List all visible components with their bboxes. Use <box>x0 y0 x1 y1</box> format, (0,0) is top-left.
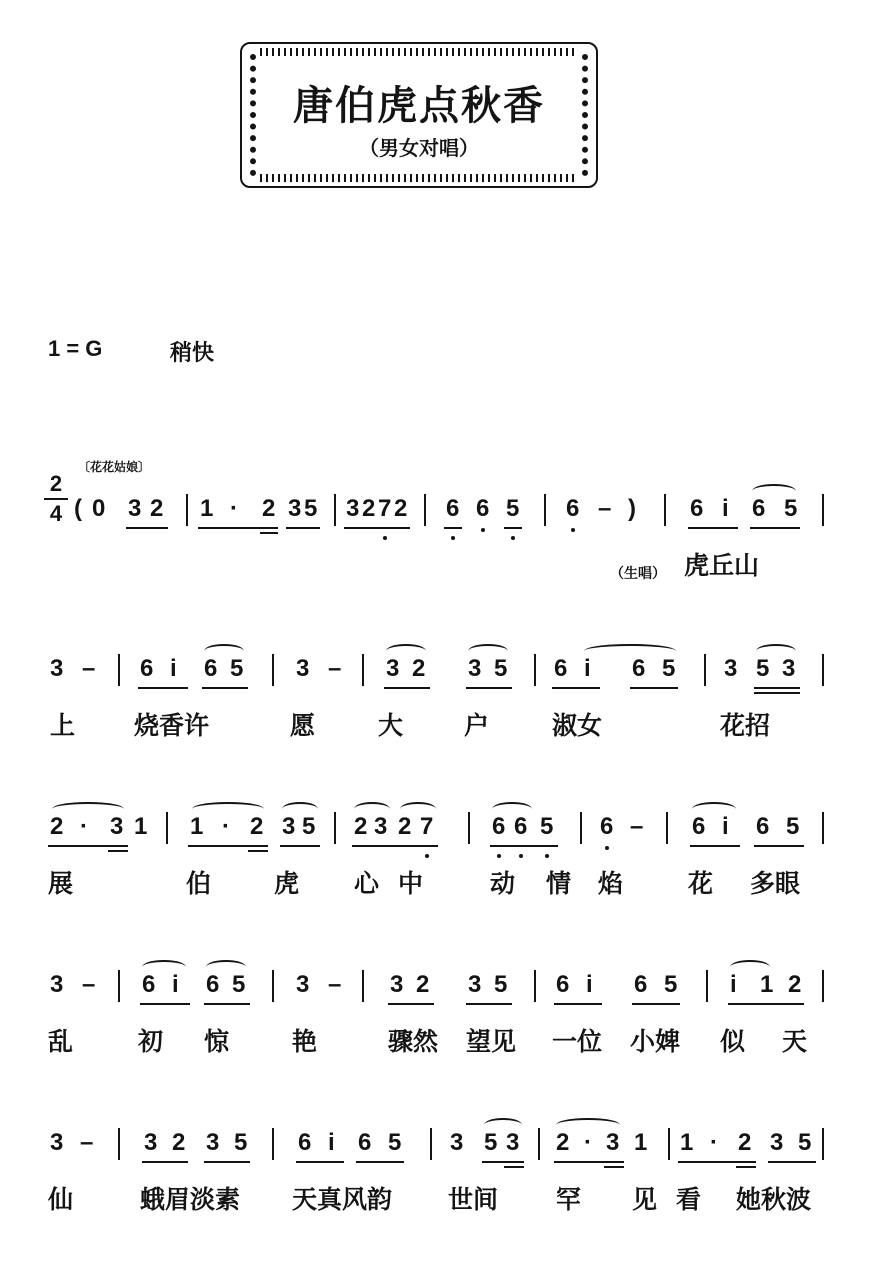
lyric: 焰 <box>598 869 624 898</box>
note: 3 <box>506 1129 520 1156</box>
note: 6 <box>566 495 580 522</box>
melody-line-5 <box>0 1120 872 1180</box>
note: 5 <box>540 813 554 840</box>
barline <box>580 812 582 844</box>
note: – <box>328 971 342 998</box>
note: 2 <box>172 1129 186 1156</box>
underline <box>286 527 320 529</box>
underline <box>466 1003 512 1005</box>
lyric: 世间 <box>448 1185 499 1214</box>
underline <box>204 1003 250 1005</box>
barline <box>822 494 824 526</box>
lyric: 淑女 <box>552 711 603 740</box>
slur <box>492 802 532 816</box>
barline <box>704 654 706 686</box>
note: 5 <box>388 1129 402 1156</box>
lyric: 似 <box>720 1027 746 1056</box>
barline <box>664 494 666 526</box>
note: – <box>82 655 96 682</box>
note: i <box>584 655 591 682</box>
note: 6 <box>298 1129 312 1156</box>
underline <box>630 687 678 689</box>
underline <box>260 532 278 534</box>
underline <box>204 1161 250 1163</box>
score-line-4 <box>0 962 872 1122</box>
underline <box>504 527 522 529</box>
melody-line-2 <box>0 646 872 706</box>
octave-dot <box>605 846 609 850</box>
barline <box>186 494 188 526</box>
note: 5 <box>494 655 508 682</box>
note: 3 <box>606 1129 620 1156</box>
slur <box>468 644 508 658</box>
melody-line-3 <box>0 804 872 864</box>
note: ) <box>628 495 636 522</box>
tempo-marking: 稍快 <box>170 341 215 366</box>
note: 3 <box>374 813 388 840</box>
note: 6 <box>514 813 528 840</box>
note: i <box>722 495 729 522</box>
slur <box>142 960 186 974</box>
note: 6 <box>632 655 646 682</box>
barline <box>538 1128 540 1160</box>
slur <box>752 484 796 498</box>
note: 5 <box>232 971 246 998</box>
slur <box>484 1118 522 1132</box>
underline <box>466 687 512 689</box>
underline <box>736 1166 756 1168</box>
note: i <box>586 971 593 998</box>
underline <box>108 850 128 852</box>
note: 3 <box>296 971 310 998</box>
note: 6 <box>556 971 570 998</box>
note: 5 <box>664 971 678 998</box>
note: · <box>584 1129 592 1156</box>
note: 3 <box>782 655 796 682</box>
note: i <box>170 655 177 682</box>
note: 2 <box>150 495 164 522</box>
underline <box>490 845 558 847</box>
underline <box>48 845 128 847</box>
note: 2 <box>788 971 802 998</box>
interlude-label: 〔花花姑娘〕 <box>78 460 151 474</box>
lyric: 愿 <box>290 711 316 740</box>
note: · <box>230 495 238 522</box>
barline <box>822 970 824 1002</box>
barline <box>706 970 708 1002</box>
underline <box>690 845 740 847</box>
note: i <box>328 1129 335 1156</box>
barline <box>166 812 168 844</box>
underline <box>296 1161 344 1163</box>
note: – <box>328 655 342 682</box>
note: ( <box>74 495 82 522</box>
underline <box>504 1166 524 1168</box>
underline <box>768 1161 816 1163</box>
barline <box>362 970 364 1002</box>
note: 1 <box>200 495 214 522</box>
lyric: 一位 <box>552 1027 603 1056</box>
lyric: 动 <box>490 869 516 898</box>
slur <box>206 960 246 974</box>
octave-dot <box>519 854 523 858</box>
note: 2 <box>262 495 276 522</box>
note: 6 <box>204 655 218 682</box>
note: 5 <box>798 1129 812 1156</box>
barline <box>272 1128 274 1160</box>
barline <box>666 812 668 844</box>
lyric: 上 <box>50 711 76 740</box>
singer-label: （生唱） <box>610 566 666 582</box>
note: 3 <box>390 971 404 998</box>
lyric: 罕 <box>556 1185 582 1214</box>
underline <box>728 1003 804 1005</box>
lyric: 户 <box>464 711 490 740</box>
slur <box>584 644 676 658</box>
note: i <box>172 971 179 998</box>
octave-dot <box>451 536 455 540</box>
slur <box>400 802 436 816</box>
note: 3 <box>770 1129 784 1156</box>
underline <box>388 1003 434 1005</box>
note: 6 <box>142 971 156 998</box>
note: 6 <box>206 971 220 998</box>
barline <box>534 654 536 686</box>
note: 3 <box>386 655 400 682</box>
lyric: 花招 <box>720 711 771 740</box>
lyric: 天真风韵 <box>292 1185 393 1214</box>
note: 2 <box>354 813 368 840</box>
underline <box>248 850 268 852</box>
slur <box>386 644 426 658</box>
barline <box>334 812 336 844</box>
note: 3 <box>724 655 738 682</box>
underline <box>754 687 800 689</box>
slur <box>730 960 770 974</box>
note: 7 <box>420 813 434 840</box>
note: 5 <box>784 495 798 522</box>
note: 2 <box>394 495 408 522</box>
note: 5 <box>484 1129 498 1156</box>
lyric: 蛾眉淡素 <box>140 1185 241 1214</box>
lyric: 惊 <box>204 1027 230 1056</box>
note: 6 <box>692 813 706 840</box>
barline <box>118 654 120 686</box>
barline <box>430 1128 432 1160</box>
lyric: 烧香许 <box>134 711 210 740</box>
underline <box>552 687 600 689</box>
note: 3 <box>206 1129 220 1156</box>
note: 7 <box>378 495 392 522</box>
barline <box>424 494 426 526</box>
lyric: 大 <box>378 711 404 740</box>
slur <box>52 802 124 816</box>
song-subtitle: （男女对唱） <box>359 136 479 160</box>
lyric: 心 <box>354 869 380 898</box>
slur <box>192 802 264 816</box>
underline <box>126 527 168 529</box>
lyric: 天 <box>782 1027 808 1056</box>
lyric: 艳 <box>292 1027 318 1056</box>
underline <box>750 527 800 529</box>
slur <box>282 802 318 816</box>
slur <box>692 802 736 816</box>
barline <box>272 970 274 1002</box>
note: 5 <box>786 813 800 840</box>
time-signature-top: 2 <box>49 471 63 496</box>
note: 6 <box>492 813 506 840</box>
note: 3 <box>282 813 296 840</box>
underline <box>188 845 268 847</box>
barline <box>362 654 364 686</box>
melody-line-4 <box>0 962 872 1022</box>
underline <box>482 1161 524 1163</box>
note: 3 <box>288 495 302 522</box>
note: 1 <box>134 813 148 840</box>
octave-dot <box>497 854 501 858</box>
song-title: 唐伯虎点秋香 <box>293 83 545 129</box>
lyric: 骤然 <box>388 1027 439 1056</box>
note: 2 <box>556 1129 570 1156</box>
underline <box>202 687 248 689</box>
score-line-3 <box>0 804 872 964</box>
title-ornament-bottom <box>260 174 578 182</box>
slur <box>354 802 390 816</box>
lyric: 乱 <box>48 1027 74 1056</box>
octave-dot <box>571 528 575 532</box>
underline <box>444 527 462 529</box>
note: 5 <box>302 813 316 840</box>
lyric: 小婢 <box>630 1027 681 1056</box>
lyric: 虎 <box>274 869 300 898</box>
note: 6 <box>446 495 460 522</box>
note: – <box>80 1129 94 1156</box>
note: 3 <box>450 1129 464 1156</box>
underline <box>754 845 804 847</box>
note: 3 <box>296 655 310 682</box>
lyric: 初 <box>138 1027 164 1056</box>
note: 1 <box>760 971 774 998</box>
barline <box>272 654 274 686</box>
underline <box>554 1161 624 1163</box>
note: 6 <box>600 813 614 840</box>
time-signature-bottom: 4 <box>49 501 63 526</box>
underline <box>344 527 410 529</box>
lyric: 花 <box>688 869 714 898</box>
note: 5 <box>756 655 770 682</box>
note: 3 <box>346 495 360 522</box>
slur <box>556 1118 620 1132</box>
note: 6 <box>752 495 766 522</box>
note: 1 <box>634 1129 648 1156</box>
melody-line-1 <box>0 486 872 546</box>
lyric: 望见 <box>466 1027 517 1056</box>
octave-dot <box>545 854 549 858</box>
underline <box>554 1003 602 1005</box>
note: 5 <box>304 495 318 522</box>
note: 6 <box>690 495 704 522</box>
lyric: 多眼 <box>750 869 801 898</box>
note: · <box>80 813 88 840</box>
note: 6 <box>476 495 490 522</box>
lyric: 看 <box>676 1185 702 1214</box>
lyric: 伯 <box>186 869 212 898</box>
note: 1 <box>190 813 204 840</box>
note: i <box>722 813 729 840</box>
note: · <box>222 813 230 840</box>
underline <box>352 845 438 847</box>
octave-dot <box>383 536 387 540</box>
barline <box>822 654 824 686</box>
note: · <box>710 1129 718 1156</box>
note: 6 <box>140 655 154 682</box>
note: 3 <box>50 1129 64 1156</box>
note: 1 <box>680 1129 694 1156</box>
underline <box>604 1166 624 1168</box>
score-line-1 <box>0 486 872 646</box>
note: 2 <box>362 495 376 522</box>
note: 6 <box>634 971 648 998</box>
lyric: 情 <box>546 869 572 898</box>
barline <box>544 494 546 526</box>
note: 2 <box>412 655 426 682</box>
lyric: 展 <box>48 869 74 898</box>
lyric: 虎丘山 <box>684 551 760 580</box>
note: 2 <box>398 813 412 840</box>
barline <box>468 812 470 844</box>
note: 2 <box>738 1129 752 1156</box>
slur <box>204 644 244 658</box>
lyric: 仙 <box>48 1185 74 1214</box>
note: – <box>82 971 96 998</box>
note: – <box>630 813 644 840</box>
underline <box>632 1003 680 1005</box>
note: 3 <box>144 1129 158 1156</box>
lyric: 中 <box>398 869 424 898</box>
underline <box>678 1161 756 1163</box>
barline <box>534 970 536 1002</box>
barline <box>668 1128 670 1160</box>
note: 5 <box>230 655 244 682</box>
underline <box>140 1003 190 1005</box>
octave-dot <box>481 528 485 532</box>
note: 5 <box>494 971 508 998</box>
octave-dot <box>511 536 515 540</box>
note: – <box>598 495 612 522</box>
barline <box>334 494 336 526</box>
note: 0 <box>92 495 106 522</box>
note: 3 <box>468 971 482 998</box>
note: 5 <box>662 655 676 682</box>
barline <box>822 1128 824 1160</box>
underline <box>384 687 430 689</box>
note: 5 <box>506 495 520 522</box>
underline <box>198 527 278 529</box>
note: 6 <box>554 655 568 682</box>
title-frame <box>240 42 598 188</box>
key-signature: 1 = G <box>48 336 103 361</box>
underline <box>754 692 800 694</box>
note: 6 <box>358 1129 372 1156</box>
underline <box>142 1161 188 1163</box>
note: 3 <box>50 971 64 998</box>
note: 2 <box>250 813 264 840</box>
underline <box>280 845 320 847</box>
underline <box>138 687 188 689</box>
lyric: 见 <box>632 1185 658 1214</box>
note: 2 <box>50 813 64 840</box>
octave-dot <box>425 854 429 858</box>
note: 3 <box>110 813 124 840</box>
lyric: 她秋波 <box>736 1185 812 1214</box>
note: 2 <box>416 971 430 998</box>
barline <box>118 1128 120 1160</box>
note: 3 <box>468 655 482 682</box>
barline <box>118 970 120 1002</box>
note: 6 <box>756 813 770 840</box>
note: i <box>730 971 737 998</box>
note: 5 <box>234 1129 248 1156</box>
score-line-5 <box>0 1120 872 1280</box>
score-line-2 <box>0 646 872 806</box>
underline <box>356 1161 404 1163</box>
underline <box>688 527 738 529</box>
barline <box>822 812 824 844</box>
note: 3 <box>128 495 142 522</box>
note: 3 <box>50 655 64 682</box>
slur <box>756 644 796 658</box>
